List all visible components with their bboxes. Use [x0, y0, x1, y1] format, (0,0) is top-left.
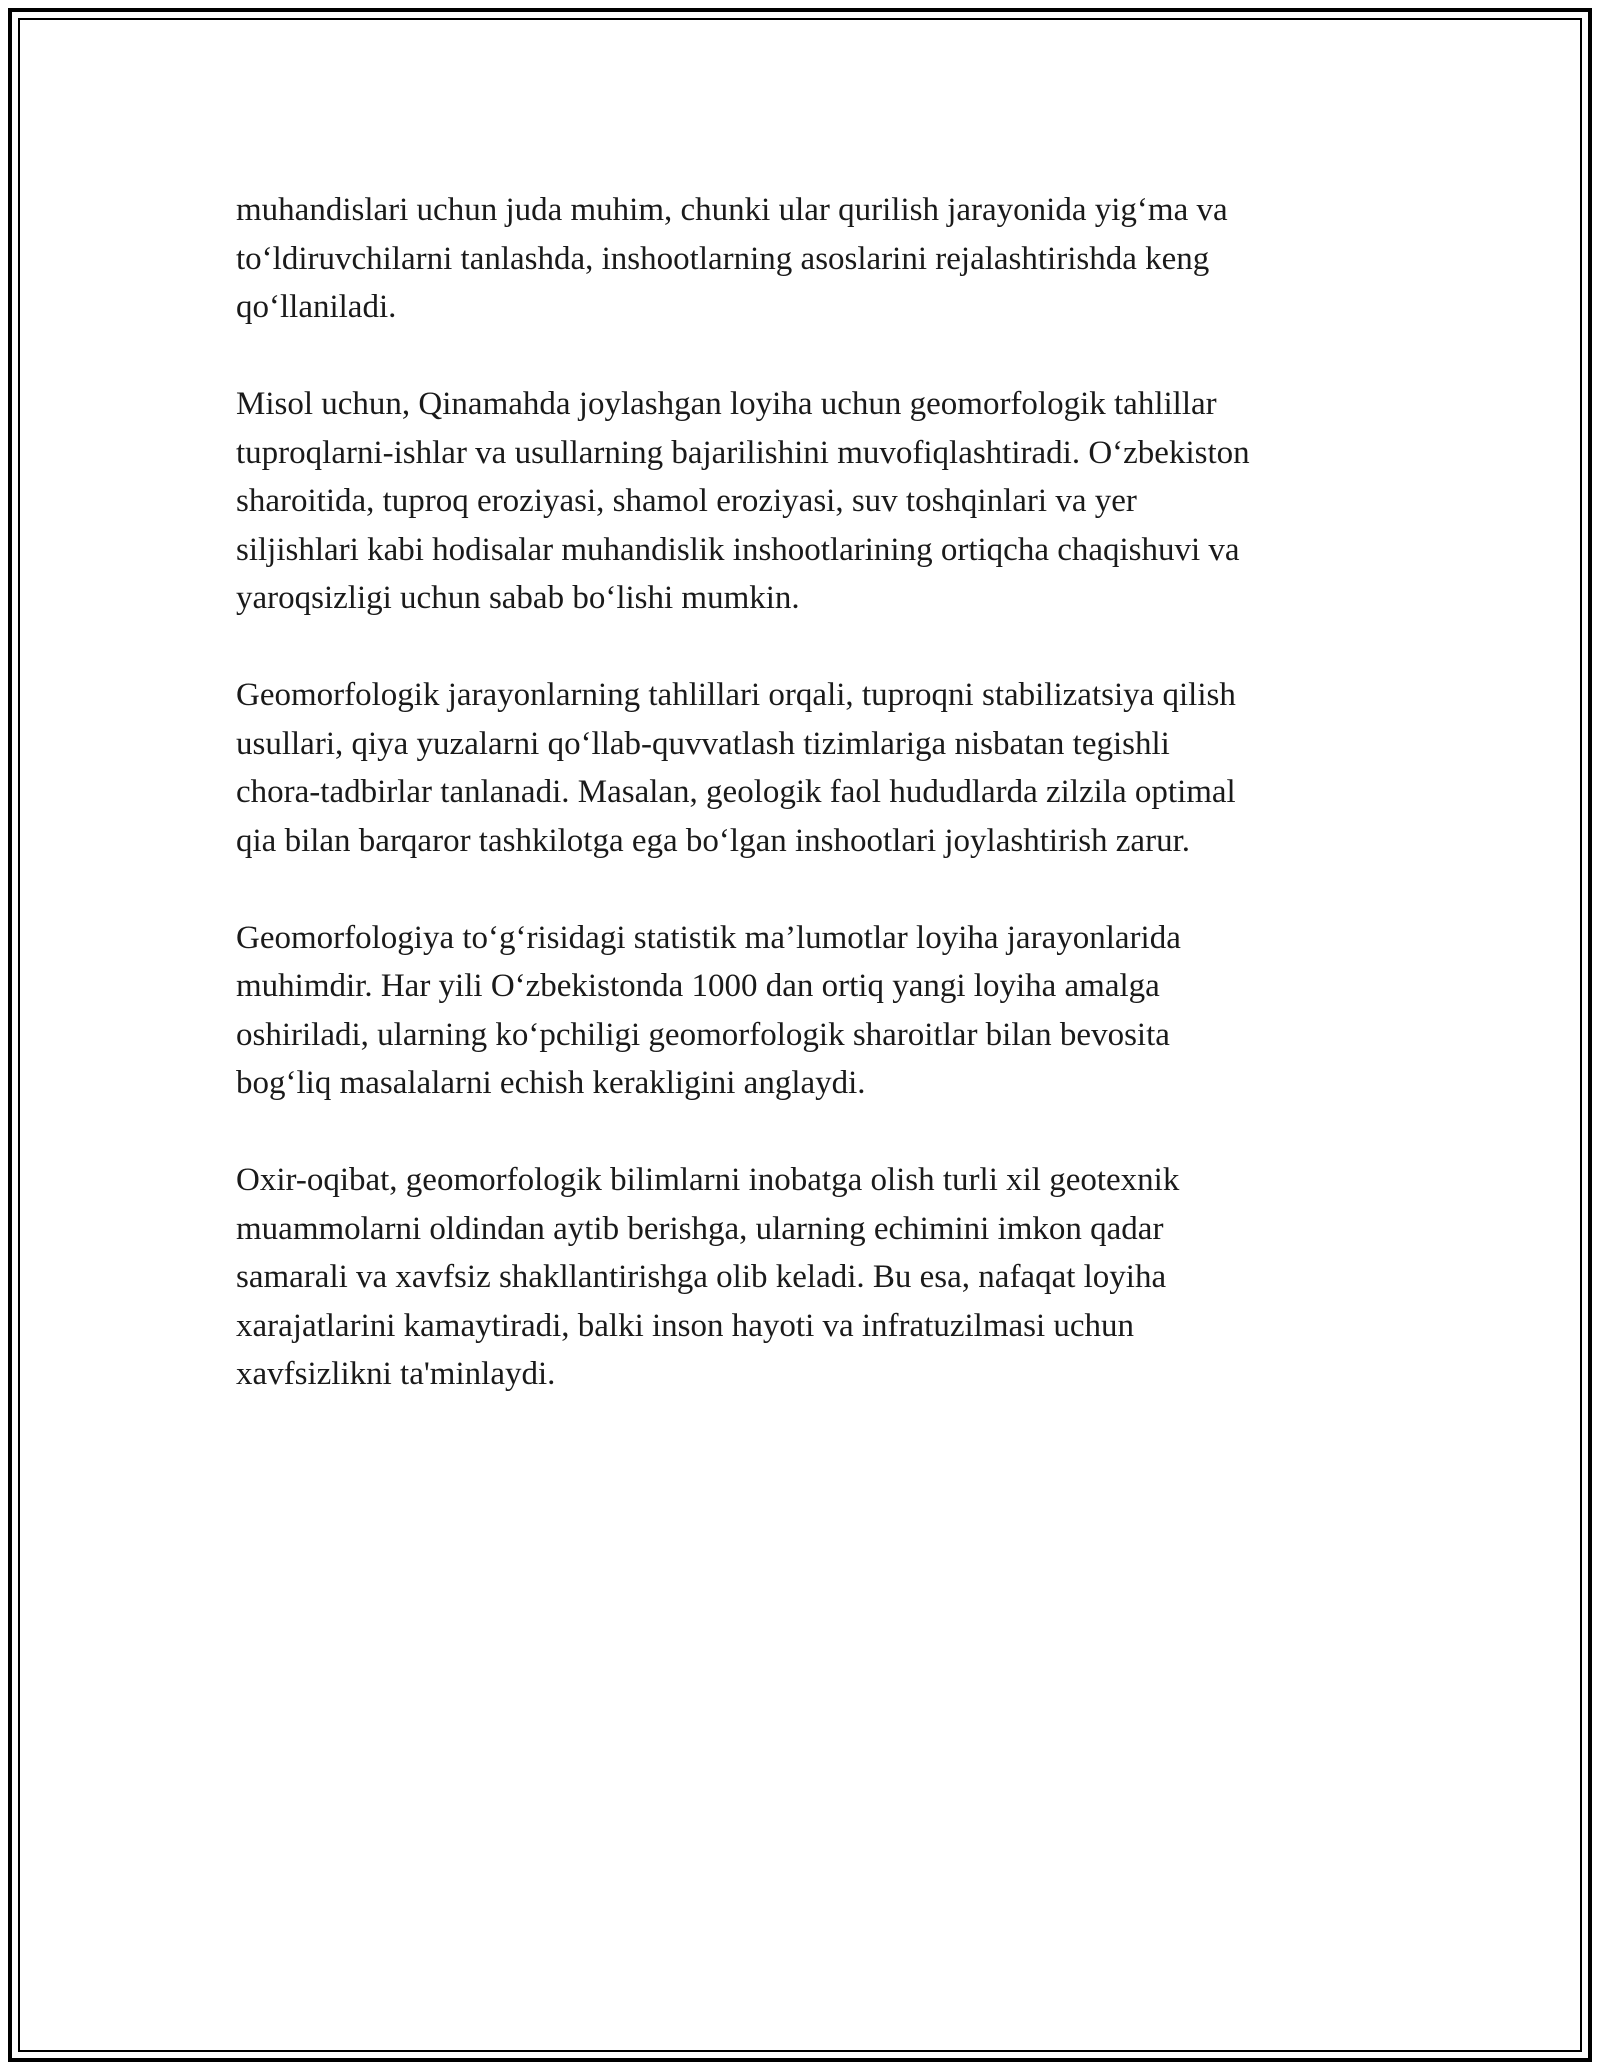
paragraph-1: muhandislari uchun juda muhim, chunki ular qurilish jarayonida yig‘ma va to‘ldiruvchilarni tanlashda, inshootlarning asoslarini rejalashtirishda keng qo‘llaniladi. [236, 192, 1228, 325]
paragraph-3: Geomorfologik jarayonlarning tahlillari orqali, tuproqni stabilizatsiya qilish usullari, qiya yuzalarni qo‘llab-quvvatlash tizimlariga nisbatan tegishli chora-tadbirlar tanlanadi. Masalan, geologik faol hududlarda zilzila optimal qia bilan barqaror tashkilotga ega bo‘lgan inshootlari joylashtirish zarur. [236, 677, 1236, 859]
paragraph-5: Oxir-oqibat, geomorfologik bilimlarni inobatga olish turli xil geotexnik muammolarni oldindan aytib berishga, ularning echimini imkon qadar samarali va xavfsiz shakllantirishga olib keladi. Bu esa, nafaqat loyiha xarajatlarini kamaytiradi, balki inson hayoti va infratuzilmasi uchun xavfsizlikni ta'minlaydi. [236, 1162, 1180, 1392]
paragraph-4: Geomorfologiya to‘g‘risidagi statistik ma’lumotlar loyiha jarayonlarida muhimdir. Har yili O‘zbekistonda 1000 dan ortiq yangi loyiha amalga oshiriladi, ularning ko‘pchiligi geomorfologik sharoitlar bilan bevosita bog‘liq masalalarni echish kerakligini anglaydi. [236, 919, 1181, 1101]
document-body [236, 186, 1376, 1447]
paragraph-2: Misol uchun, Qinamahda joylashgan loyiha uchun geomorfologik tahlillar tuproqlarni-ishlar va usullarning bajarilishini muvofiqlashtiradi. O‘zbekiston sharoitida, tuproq eroziyasi, shamol eroziyasi, suv toshqinlari va yer siljishlari kabi hodisalar muhandislik inshootlarining ortiqcha chaqishuvi va yaroqsizligi uchun sabab bo‘lishi mumkin. [236, 386, 1250, 616]
